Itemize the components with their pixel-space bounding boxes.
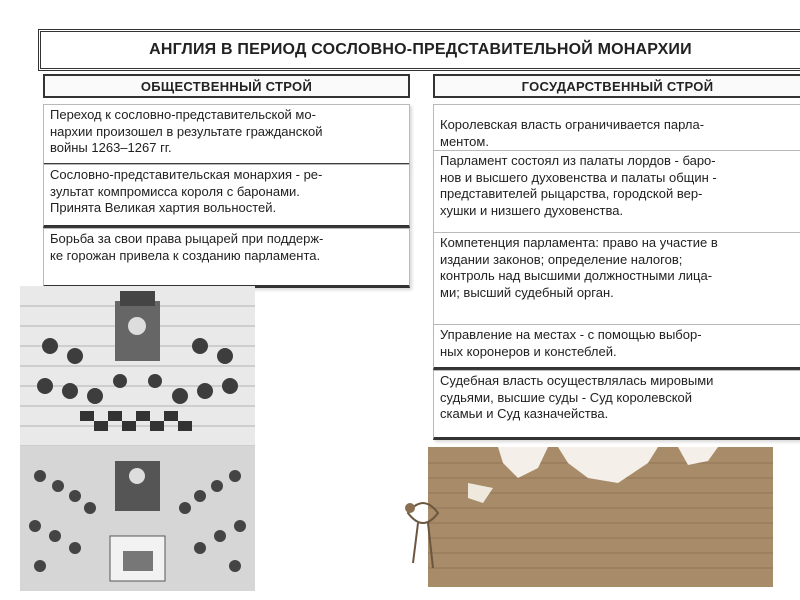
social-item-text: Переход к сословно-представительской мо- нархии произошел в результате гражданской войны 1263–1267 гг.	[50, 107, 323, 155]
social-item-text: Борьба за свои права рыцарей при поддерж- ке горожан привела к созданию парламента.	[50, 231, 324, 263]
state-item-parliament-composition	[433, 150, 800, 242]
state-item-text: Королевская власть ограничивается парла- ментом.	[440, 117, 705, 149]
social-structure-header: ОБЩЕСТВЕННЫЙ СТРОЙ	[43, 74, 410, 98]
state-item-text: Управление на местах - с помощью выбор- ных коронеров и констеблей.	[440, 327, 702, 359]
state-item-parliament-competence	[433, 232, 800, 328]
slide-title: АНГЛИЯ В ПЕРИОД СОСЛОВНО-ПРЕДСТАВИТЕЛЬНОЙ МОНАРХИИ	[38, 29, 800, 71]
state-item-text: Компетенция парламента: право на участие в издании законов; определение налогов; контроль над высшими должностными лица- ми; высший судебный орган.	[440, 235, 718, 300]
magna-carta-scroll-image	[398, 443, 778, 593]
state-item-local-government	[433, 324, 800, 370]
state-item-text: Судебная власть осуществлялась мировыми судьями, высшие суды - Суд королевской скамьи и Суд казначейства.	[440, 373, 714, 421]
social-item-parliament-creation	[43, 228, 410, 288]
social-item-text: Сословно-представительская монархия - ре- зультат компромисса короля с баронами. Принята Великая хартия вольностей.	[50, 167, 323, 215]
parliament-engraving-image	[20, 286, 255, 591]
social-item-compromise	[43, 164, 410, 228]
state-item-text: Парламент состоял из палаты лордов - баро- нов и высшего духовенства и палаты общин - представителей рыцарства, городской вер- хушки и низшего духовенства.	[440, 153, 717, 218]
state-structure-header: ГОСУДАРСТВЕННЫЙ СТРОЙ	[433, 74, 800, 98]
state-item-judiciary	[433, 370, 800, 440]
social-item-civil-war	[43, 104, 410, 166]
